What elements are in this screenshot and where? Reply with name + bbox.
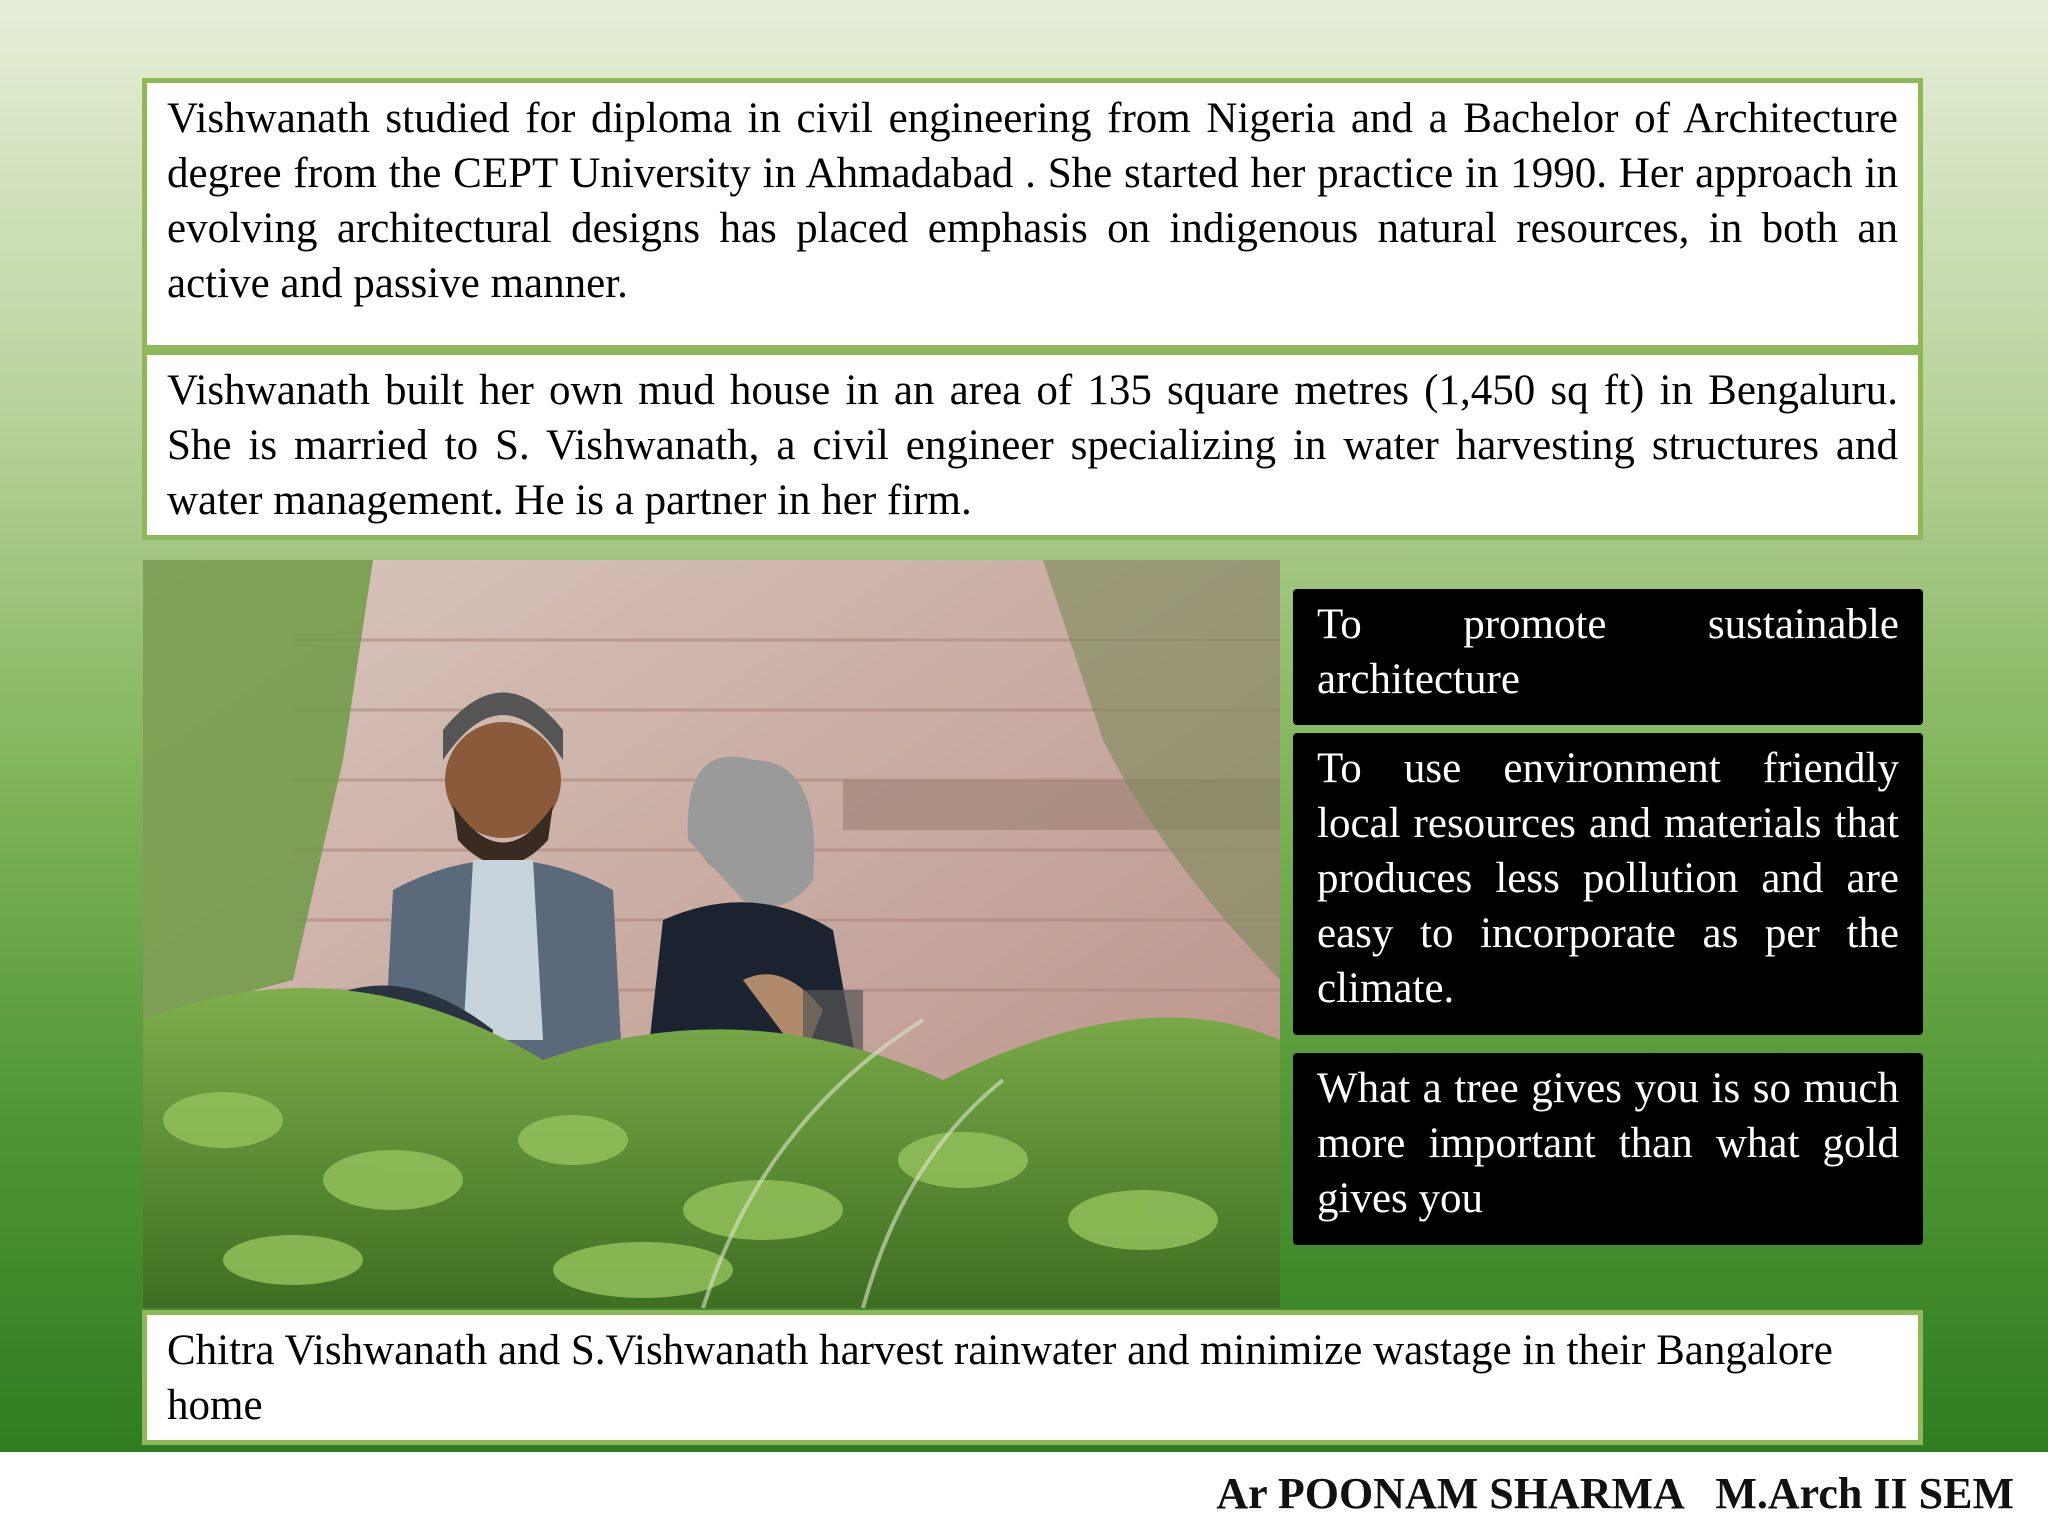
quote-text: What a tree gives you is so much more important than what gold gives you — [1317, 1065, 1899, 1222]
goal-text-2: To use environment friendly local resources and materials that produces less pollution and are easy to incorporate as per the climate. — [1317, 745, 1899, 1012]
photo-caption: Chitra Vishwanath and S.Vishwanath harvest rainwater and minimize wastage in their Bangalore home — [167, 1327, 1833, 1429]
house-paragraph: Vishwanath built her own mud house in an area of 135 square metres (1,450 sq ft) in Bengaluru. She is married to S. Vishwanath, a civil engineer specializing in water harvesting structures and water management. He is a partner in her firm. — [167, 367, 1898, 524]
intro-text-box — [142, 78, 1923, 350]
couple-garden-photo — [143, 560, 1280, 1308]
photo-illustration — [143, 560, 1280, 1308]
photo-caption-box — [142, 1310, 1923, 1445]
goal-text-1: To promote sustainable architecture — [1317, 601, 1899, 703]
goal-card-2 — [1293, 733, 1923, 1035]
author-credit: Ar POONAM SHARMA M.Arch II SEM — [1216, 1469, 2014, 1518]
quote-card — [1293, 1053, 1923, 1245]
house-text-box — [142, 350, 1923, 540]
goal-card-1 — [1293, 589, 1923, 725]
intro-paragraph: Vishwanath studied for diploma in civil engineering from Nigeria and a Bachelor of Architecture degree from the CEPT University in Ahmadabad . She started her practice in 1990. Her approach in evolving architectural designs has placed emphasis on indigenous natural resources, in both an active and passive manner. — [167, 95, 1898, 307]
